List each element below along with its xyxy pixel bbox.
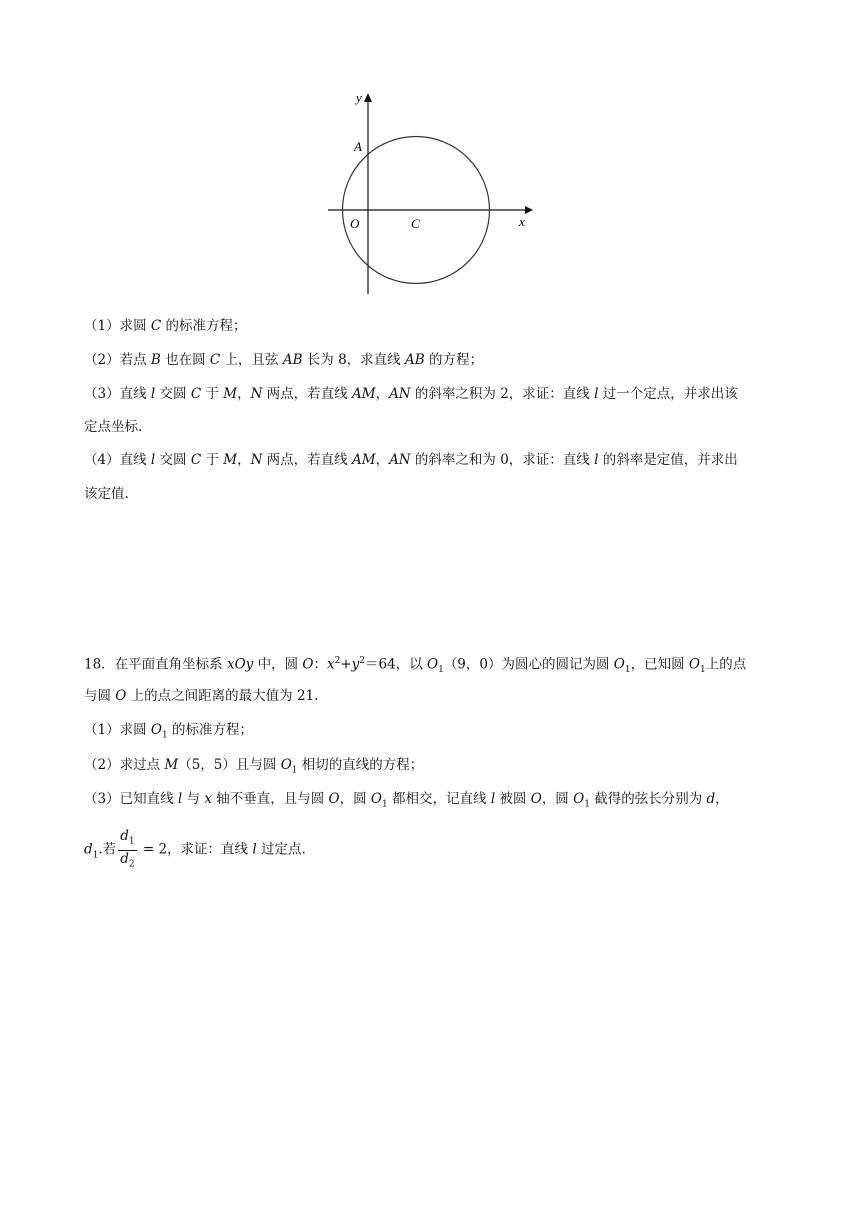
fraction-d1-over-d2: $\frac{d_1}{d_2}$: [120, 828, 135, 870]
coordinate-figure: [320, 88, 540, 300]
q18-stem-line2: 与圆 O 上的点之间距离的最大值为 21.: [84, 688, 319, 704]
q18-stem-line1: 18．在平面直角坐标系 xOy 中，圆 O：$x^2+y^2=64$，以 $O_1(9$，0）为圆心的圆记为圆 $O_1$，已知圆 $O_1$上的点: [84, 656, 747, 676]
label-C: C: [411, 216, 420, 231]
q18-part3-line2: $d_1$.若 $\frac{d_1}{d_2}$ = 2，求证：直线 l 过定点.: [84, 828, 306, 872]
label-A: A: [354, 139, 362, 154]
q18-part3-line1: （3）已知直线 l 与 x 轴不垂直，且与圆 O，圆 $O_1$ 都相交，记直线 l 被圆 O，圆 $O_1$ 截得的弦长分别为 d，: [84, 791, 729, 810]
q18-part2: （2）求过点 M（5，5）且与圆 $O_1$ 相切的直线的方程；: [84, 757, 424, 776]
q18-part1: （1）求圆 $O_1$ 的标准方程；: [84, 722, 253, 741]
label-x: x: [519, 214, 525, 229]
label-y: y: [356, 90, 362, 105]
q17-part4-line1: （4）直线 l 交圆 C 于 M，N 两点，若直线 AM，AN 的斜率之和为 0，求证：直线 l 的斜率是定值，并求出: [84, 452, 738, 468]
y-axis-arrow: [364, 93, 372, 102]
q17-part3-line1: （3）直线 l 交圆 C 于 M，N 两点，若直线 AM，AN 的斜率之积为 2，求证：直线 l 过一个定点，并求出该: [84, 386, 738, 402]
x-axis-arrow: [525, 206, 533, 214]
label-O: O: [350, 216, 360, 231]
q17-part4-line2: 该定值.: [84, 486, 129, 502]
q17-part3-line2: 定点坐标.: [84, 419, 143, 435]
q17-part1: （1）求圆 C 的标准方程；: [84, 318, 247, 334]
q17-part2: （2）若点 B 也在圆 C 上，且弦 AB 长为 8，求直线 AB 的方程；: [84, 352, 483, 368]
